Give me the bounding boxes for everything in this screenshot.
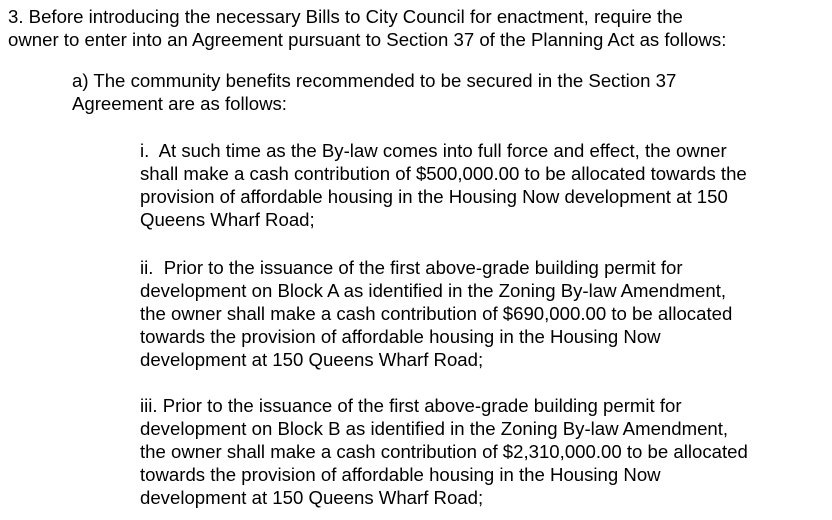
clause-iii-paragraph bbox=[140, 394, 832, 509]
text-line: development on Block A as identified in the Zoning By-law Amendment, bbox=[140, 280, 727, 301]
text-line: towards the provision of affordable housing in the Housing Now bbox=[140, 326, 661, 347]
text-line: the owner shall make a cash contribution of $2,310,000.00 to be allocated bbox=[140, 441, 748, 462]
text-line: provision of affordable housing in the Housing Now development at 150 bbox=[140, 186, 728, 207]
text-line: i. At such time as the By-law comes into full force and effect, the owner bbox=[140, 140, 727, 161]
clause-ii-paragraph bbox=[140, 256, 832, 371]
text-line: towards the provision of affordable housing in the Housing Now bbox=[140, 464, 661, 485]
clause-3-paragraph bbox=[8, 5, 832, 51]
text-line: owner to enter into an Agreement pursuant to Section 37 of the Planning Act as follows: bbox=[8, 29, 727, 50]
clause-a-paragraph bbox=[72, 69, 832, 115]
text-line: development on Block B as identified in the Zoning By-law Amendment, bbox=[140, 418, 729, 439]
text-line: development at 150 Queens Wharf Road; bbox=[140, 487, 484, 508]
text-line: iii. Prior to the issuance of the first above-grade building permit for bbox=[140, 395, 682, 416]
text-line: Queens Wharf Road; bbox=[140, 209, 315, 230]
text-line: Agreement are as follows: bbox=[72, 93, 287, 114]
text-line: the owner shall make a cash contribution of $690,000.00 to be allocated bbox=[140, 303, 733, 324]
text-line: development at 150 Queens Wharf Road; bbox=[140, 349, 484, 370]
text-line: a) The community benefits recommended to be secured in the Section 37 bbox=[72, 70, 677, 91]
text-line: shall make a cash contribution of $500,000.00 to be allocated towards the bbox=[140, 163, 747, 184]
text-line: ii. Prior to the issuance of the first above-grade building permit for bbox=[140, 257, 683, 278]
text-line: 3. Before introducing the necessary Bills to City Council for enactment, require the bbox=[8, 6, 683, 27]
clause-i-paragraph bbox=[140, 139, 832, 231]
